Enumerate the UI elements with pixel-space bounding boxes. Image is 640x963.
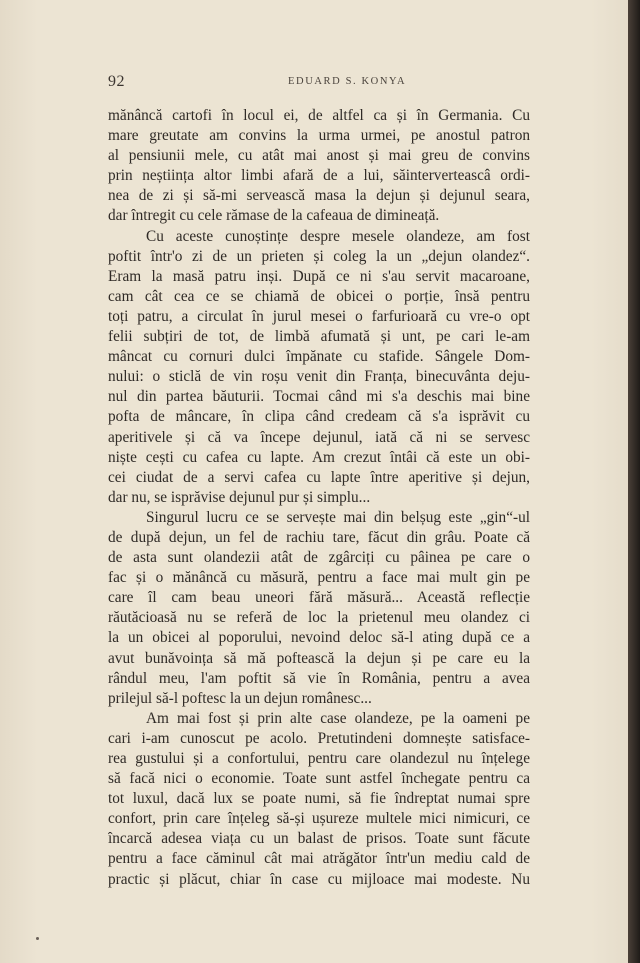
text-line: mănâncă cartofi în locul ei, de altfel ca și în Germania. Cu: [108, 107, 530, 124]
text-line: dar nu, se isprăvise dejunul pur și simplu...: [108, 488, 371, 506]
page-edge-shadow: [628, 0, 640, 963]
paragraph-start-line: Cu aceste cunoștințe despre mesele olandeze, am fost: [146, 227, 530, 245]
paragraph-start-line: Singurul lucru ce se servește mai din belșug este „gin“-ul: [146, 508, 530, 526]
text-line: dar întregit cu cele rămase de la cafeaua de dimineață.: [108, 207, 440, 225]
text-line: toți patru, a circulat în jurul mesei o farfurioară cu vre-o opt: [108, 307, 530, 325]
text-line: fac și o mănâncă cu măsură, pentru a face mai mult gin pe: [108, 569, 530, 587]
text-line: Eram la masă patru inși. După ce ni s'au servit macaroane,: [108, 267, 530, 285]
text-line: pofta de mâncare, în clipa când credeam că s'a isprăvit cu: [108, 408, 530, 426]
text-line: pentru a face căminul cât mai atrăgător într'un mediu cald de: [108, 850, 530, 868]
text-line: confort, prin care înțeleg să-și ușureze multele mici nimicuri, ce: [108, 810, 530, 828]
text-line: al pensiunii mele, cu atât mai anost și mai greu de convins: [108, 147, 530, 165]
text-line: aperitivele și că va începe dejunul, iată că ni se servesc: [108, 428, 530, 446]
text-line: de după dejun, un fel de rachiu tare, făcut din grâu. Poate că: [108, 528, 530, 546]
text-line: să facă nici o economie. Toate sunt astfel închegate pentru ca: [108, 770, 530, 788]
text-line: rândul meu, l'am poftit să vie în România, pentru a avea: [108, 669, 530, 687]
text-line: rea gustului și a confortului, pentru care olandezul nu înțelege: [108, 750, 530, 767]
text-line: nului: o sticlă de vin roșu venit din Franța, binecuvânta deju-: [108, 368, 530, 386]
text-line: care îl cam beau uneori fără măsură... Această reflecție: [108, 589, 530, 607]
page-header: [108, 73, 538, 93]
text-line: poftit într'o zi de un prieten și coleg la un „dejun olandez“.: [108, 247, 530, 265]
running-head: EDUARD S. KONYA: [288, 76, 407, 87]
text-line: nea de zi și să-mi servească masa la dejun și dejunul seara,: [108, 187, 530, 205]
text-line: cari i-am cunoscut pe acolo. Pretutindeni domnește satisface-: [108, 729, 530, 747]
text-line: mâncat cu cornuri dulci împănate cu stafide. Sângele Dom-: [108, 348, 530, 366]
text-line: niște cești cu cafea cu lapte. Am crezut întâi că este un obi-: [108, 448, 530, 466]
paragraph-start-line: Am mai fost și prin alte case olandeze, pe la oameni pe: [146, 709, 530, 727]
paper-speck: [36, 937, 39, 940]
text-line: practic și plăcut, chiar în case cu mijloace mai modeste. Nu: [108, 870, 530, 888]
text-line: avut bunăvoința să mă poftească la dejun și pe care eu la: [108, 649, 530, 667]
text-line: mare greutate am convins la urma urmei, pe anostul patron: [108, 127, 530, 145]
text-line: cei ciudat de a servi cafea cu lapte între aperitive și dejun,: [108, 468, 530, 486]
body-text: [108, 106, 530, 890]
text-line: prilejul să-l poftesc la un dejun românesc...: [108, 689, 372, 707]
text-line: prin neștiința altor limbi afară de a lui, săinterverteascâ ordi-: [108, 167, 530, 185]
text-line: răutăcioasă nu se referă de loc la prietenul meu olandez ci: [108, 609, 530, 627]
text-line: nul din partea băuturii. Tocmai când mi s'a deschis mai bine: [108, 388, 530, 406]
text-line: tot luxul, dacă lux se poate numi, să fie îndreptat numai spre: [108, 790, 530, 808]
text-line: felii subțiri de tot, de limbă afumată și unt, pe cari le-am: [108, 328, 530, 346]
text-line: de asta sunt olandezii atât de zgârciți cu pâinea pe care o: [108, 549, 530, 567]
page-number: 92: [108, 73, 125, 90]
text-line: la un obicei al poporului, nevoind deloc să-l ating după ce a: [108, 629, 530, 647]
text-line: încarcă adesea viața cu un balast de prisos. Toate sunt făcute: [108, 830, 530, 848]
text-line: cam cât cea ce se chiamă de obicei o porție, însă pentru: [108, 287, 530, 305]
